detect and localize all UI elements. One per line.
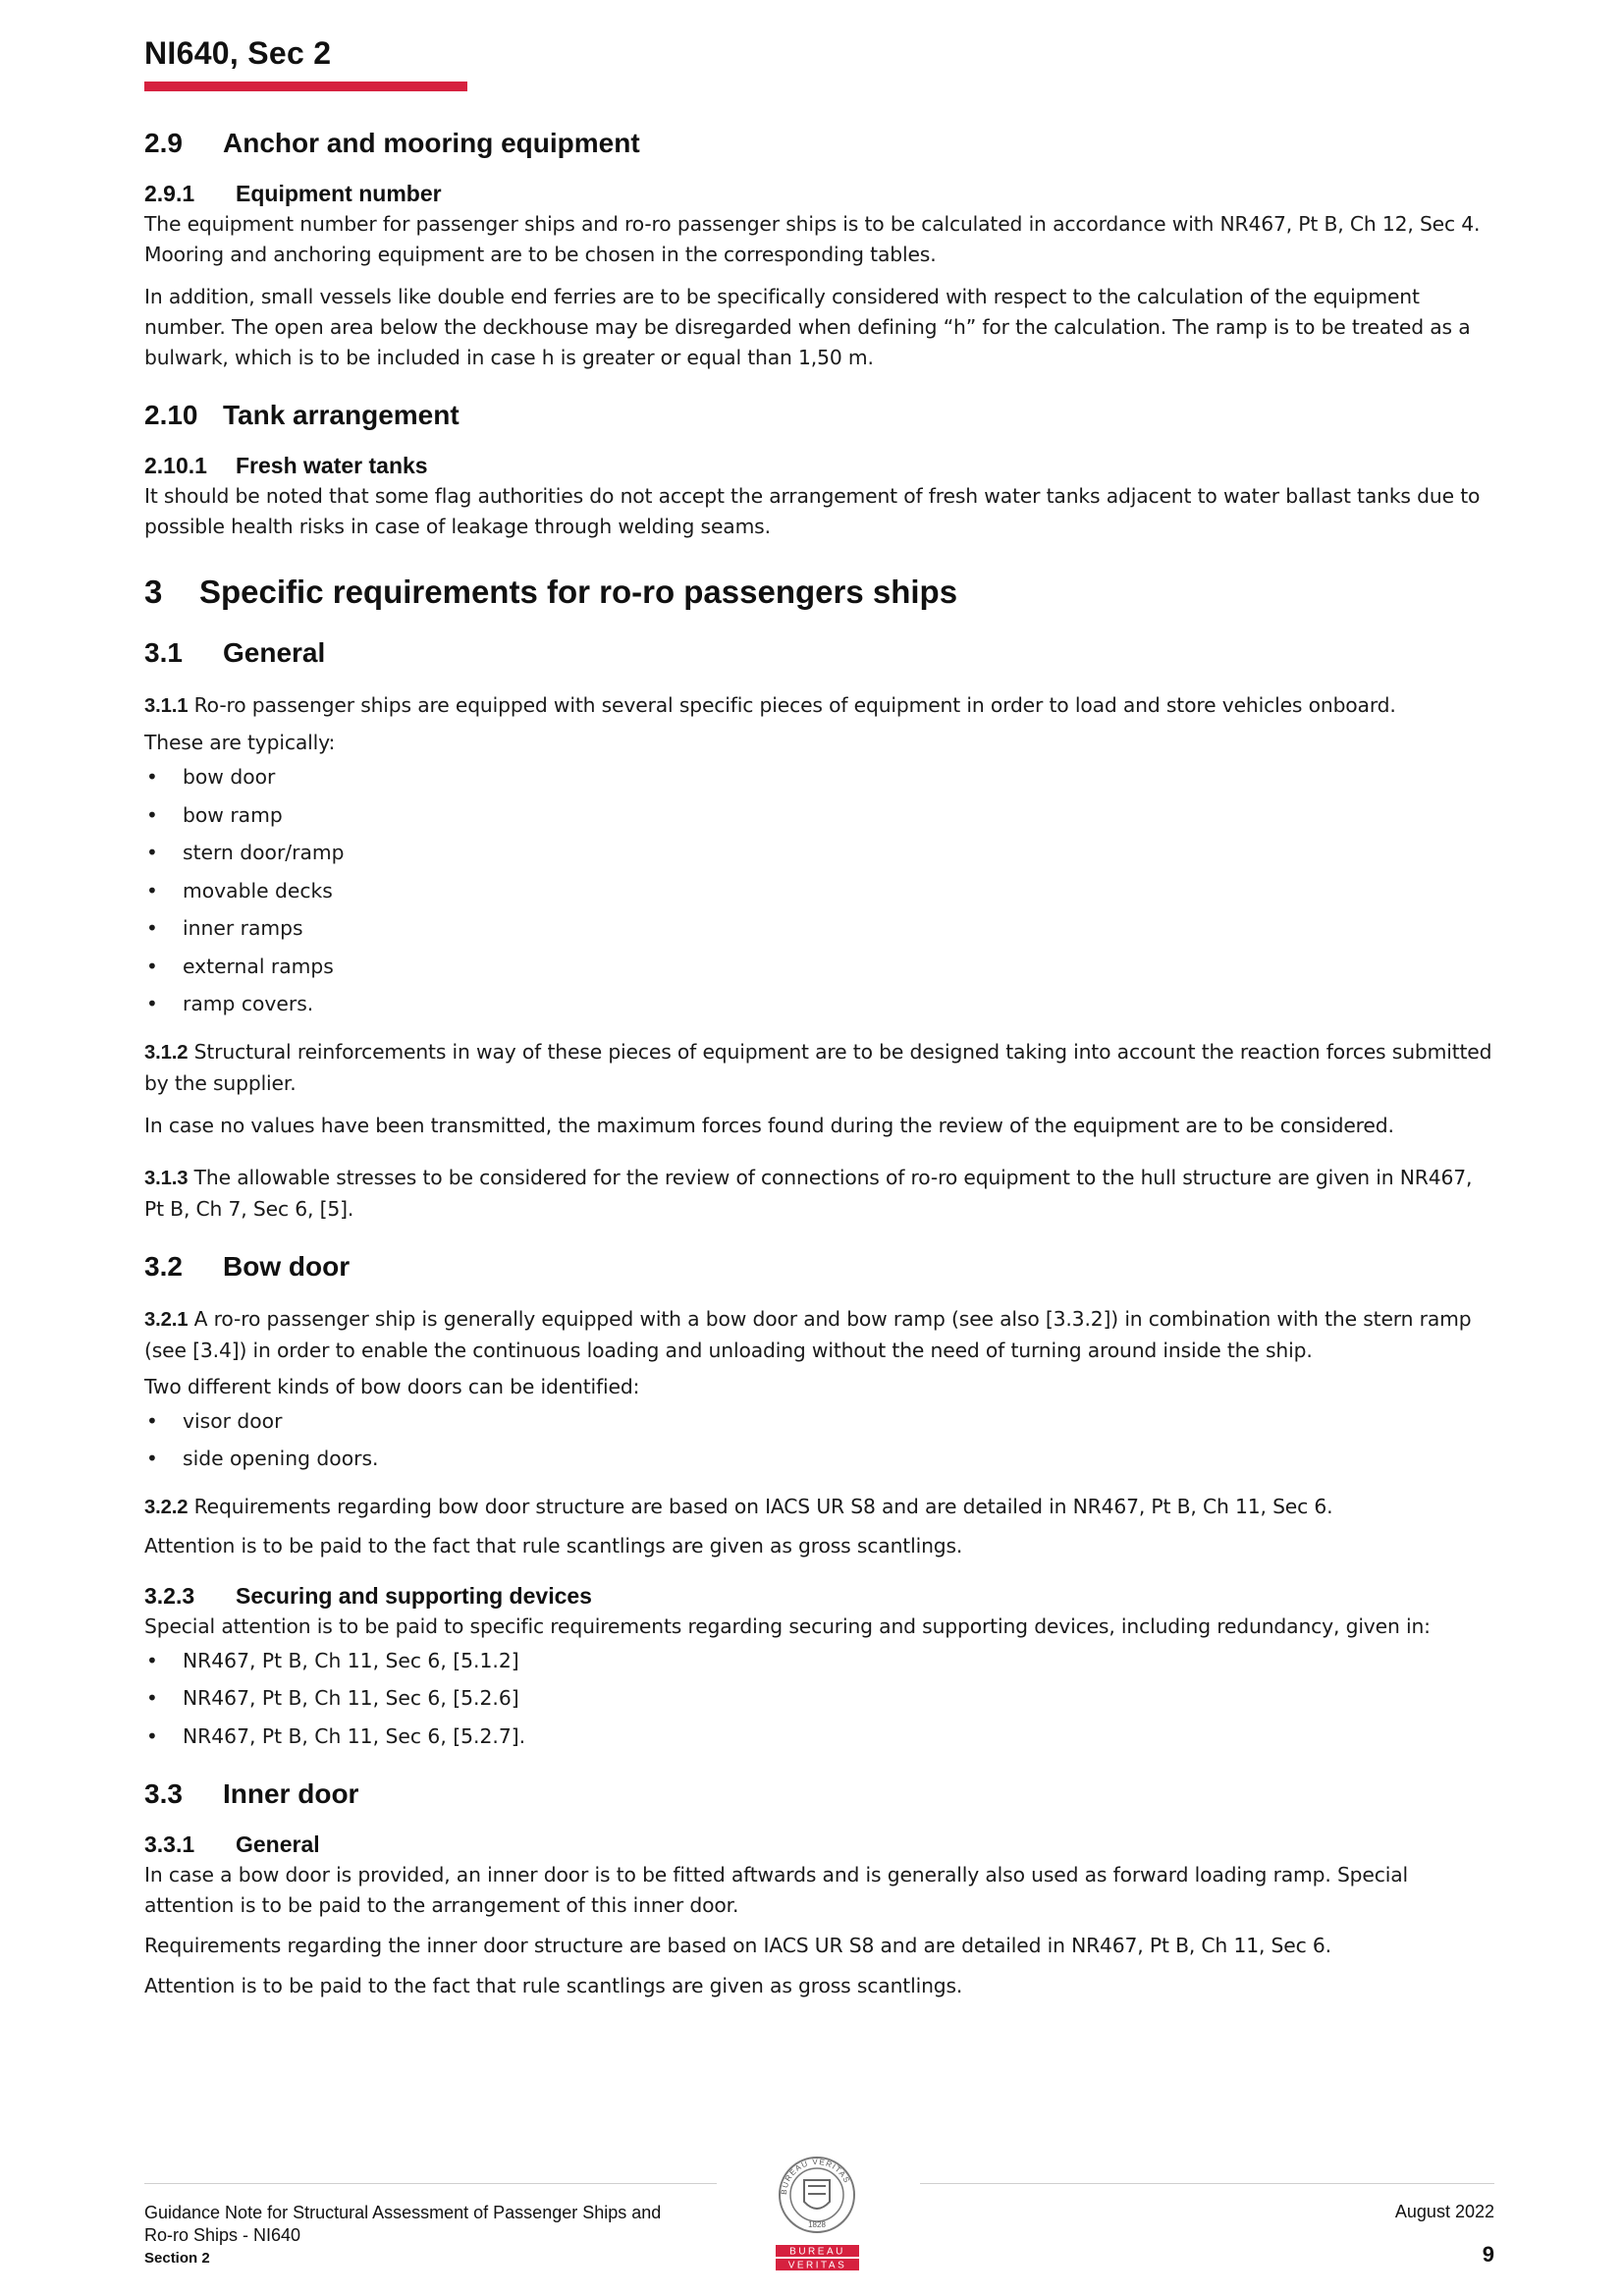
list-item: • NR467, Pt B, Ch 11, Sec 6, [5.1.2]	[144, 1642, 1494, 1680]
paragraph: In case no values have been transmitted, the maximum forces found during the review of the equipment are to be considered.	[144, 1113, 1394, 1137]
subsection-title: Equipment number	[236, 181, 442, 206]
list-item: • visor door	[144, 1402, 1494, 1441]
chapter-number: 3	[144, 574, 163, 610]
running-header-title: NI640, Sec 2	[144, 35, 332, 71]
paragraph: Attention is to be paid to the fact that rule scantlings are given as gross scantlings.	[144, 1533, 963, 1558]
subsection-heading-3-2-3	[144, 1583, 1494, 1610]
references-list	[144, 1642, 1494, 1756]
list-item: • ramp covers.	[144, 985, 1494, 1023]
list-item: • movable decks	[144, 872, 1494, 910]
section-title: Inner door	[223, 1778, 359, 1809]
paragraph: Special attention is to be paid to specific requirements regarding securing and supporting devices, including redundancy, given in:	[144, 1613, 1431, 1638]
section-title: General	[223, 637, 326, 668]
subsection-number: 3.3.1	[144, 1831, 195, 1857]
paragraph: In case a bow door is provided, an inner door is to be fitted aftwards and is generally also used as forward loading ramp. Special attention is to be paid to the arrangement of this inner door.	[144, 1863, 1408, 1917]
section-title: Anchor and mooring equipment	[223, 128, 640, 158]
list-item: • bow door	[144, 758, 1494, 796]
bureau-veritas-logo	[767, 2151, 868, 2273]
chapter-heading-3	[144, 574, 1494, 611]
footer-date: August 2022	[1394, 2202, 1494, 2221]
logo-year: 1828	[808, 2220, 826, 2229]
header-accent-bar	[144, 82, 467, 91]
paragraph-number: 3.2.1	[144, 1308, 189, 1331]
section-title: Tank arrangement	[223, 400, 460, 430]
subsection-title: Fresh water tanks	[236, 453, 428, 478]
section-number: 2.10	[144, 400, 198, 430]
page-number: 9	[1482, 2242, 1494, 2267]
paragraph-text: Requirements regarding bow door structure are based on IACS UR S8 and are detailed in NR467, Pt B, Ch 11, Sec 6.	[188, 1494, 1333, 1518]
section-title: Bow door	[223, 1250, 351, 1282]
chapter-title: Specific requirements for ro-ro passengers ships	[199, 574, 958, 610]
footer-document-info	[144, 2202, 661, 2269]
section-heading-3-2	[144, 1251, 1494, 1283]
paragraph: Two different kinds of bow doors can be identified:	[144, 1374, 640, 1398]
subsection-number: 3.2.3	[144, 1582, 195, 1609]
paragraph: In addition, small vessels like double end ferries are to be specifically considered with respect to the calculation of the equipment number. The open area below the deckhouse may be disregarded when defining “h” for the calculation. The ramp is to be treated as a bulwark, which is to be included in case h is greater or equal than 1,50 m.	[144, 285, 1471, 369]
footer-doc-title-line1: Guidance Note for Structural Assessment of Passenger Ships and	[144, 2203, 662, 2222]
paragraph-3-2-2	[144, 1492, 1494, 1523]
logo-text-bureau: BUREAU	[789, 2246, 845, 2258]
paragraph-text: A ro-ro passenger ship is generally equipped with a bow door and bow ramp (see also [3.3.2]) in combination with the stern ramp (see [3.4]) in order to enable the continuous loading and unloading without the need of turning around inside the ship.	[144, 1306, 1472, 1362]
section-number: 3.3	[144, 1778, 183, 1809]
paragraph-3-2-1	[144, 1304, 1494, 1366]
subsection-number: 2.9.1	[144, 181, 195, 206]
subsection-title: Securing and supporting devices	[236, 1582, 592, 1609]
subsection-number: 2.10.1	[144, 453, 207, 478]
paragraph-number: 3.1.1	[144, 695, 189, 717]
subsection-heading-3-3-1	[144, 1831, 1494, 1858]
paragraph-3-1-3	[144, 1163, 1494, 1225]
section-heading-2-10	[144, 400, 1494, 431]
list-item: • NR467, Pt B, Ch 11, Sec 6, [5.2.7].	[144, 1718, 1494, 1756]
paragraph-number: 3.1.3	[144, 1167, 189, 1189]
section-number: 3.1	[144, 637, 183, 668]
section-heading-3-1	[144, 637, 1494, 669]
list-item: • inner ramps	[144, 909, 1494, 948]
list-item: • NR467, Pt B, Ch 11, Sec 6, [5.2.6]	[144, 1679, 1494, 1718]
footer-rule-left	[144, 2183, 717, 2184]
list-item: • external ramps	[144, 948, 1494, 986]
paragraph-number: 3.1.2	[144, 1041, 189, 1064]
section-heading-2-9	[144, 128, 1494, 159]
paragraph: These are typically:	[144, 731, 336, 754]
paragraph: Attention is to be paid to the fact that rule scantlings are given as gross scantlings.	[144, 1974, 963, 1997]
footer-rule-right	[920, 2183, 1494, 2184]
paragraph: It should be noted that some flag authorities do not accept the arrangement of fresh water tanks adjacent to water ballast tanks due to possible health risks in case of leakage through welding seams.	[144, 484, 1481, 538]
footer-doc-title-line2: Ro-ro Ships - NI640	[144, 2225, 301, 2245]
equipment-list	[144, 758, 1494, 1023]
paragraph: The equipment number for passenger ships and ro-ro passenger ships is to be calculated in accordance with NR467, Pt B, Ch 12, Sec 4. Mooring and anchoring equipment are to be chosen in the corresponding tables.	[144, 212, 1481, 266]
paragraph-text: Structural reinforcements in way of these pieces of equipment are to be designed taking into account the reaction forces submitted by the supplier.	[144, 1039, 1492, 1095]
section-number: 3.2	[144, 1250, 183, 1282]
paragraph-text: The allowable stresses to be considered for the review of connections of ro-ro equipment to the hull structure are given in NR467, Pt B, Ch 7, Sec 6, [5].	[144, 1165, 1473, 1221]
paragraph-3-1-2	[144, 1037, 1494, 1099]
bow-door-kinds-list	[144, 1402, 1494, 1478]
subsection-heading-2-9-1	[144, 181, 1494, 207]
list-item: • stern door/ramp	[144, 834, 1494, 872]
footer-section: Section 2	[144, 2250, 210, 2267]
section-number: 2.9	[144, 128, 183, 158]
subsection-title: General	[236, 1831, 320, 1857]
subsection-heading-2-10-1	[144, 453, 1494, 479]
list-item: • bow ramp	[144, 796, 1494, 835]
section-heading-3-3	[144, 1778, 1494, 1810]
paragraph-3-1-1	[144, 690, 1494, 722]
list-item: • side opening doors.	[144, 1440, 1494, 1478]
main-content	[144, 128, 1494, 2001]
logo-ring-text: BUREAU VERITAS	[779, 2157, 852, 2196]
logo-text-veritas: VERITAS	[787, 2260, 847, 2271]
paragraph-number: 3.2.2	[144, 1496, 189, 1518]
paragraph-text: Ro-ro passenger ships are equipped with several specific pieces of equipment in order to load and store vehicles onboard.	[188, 693, 1396, 717]
paragraph: Requirements regarding the inner door structure are based on IACS UR S8 and are detailed in NR467, Pt B, Ch 11, Sec 6.	[144, 1934, 1331, 1957]
